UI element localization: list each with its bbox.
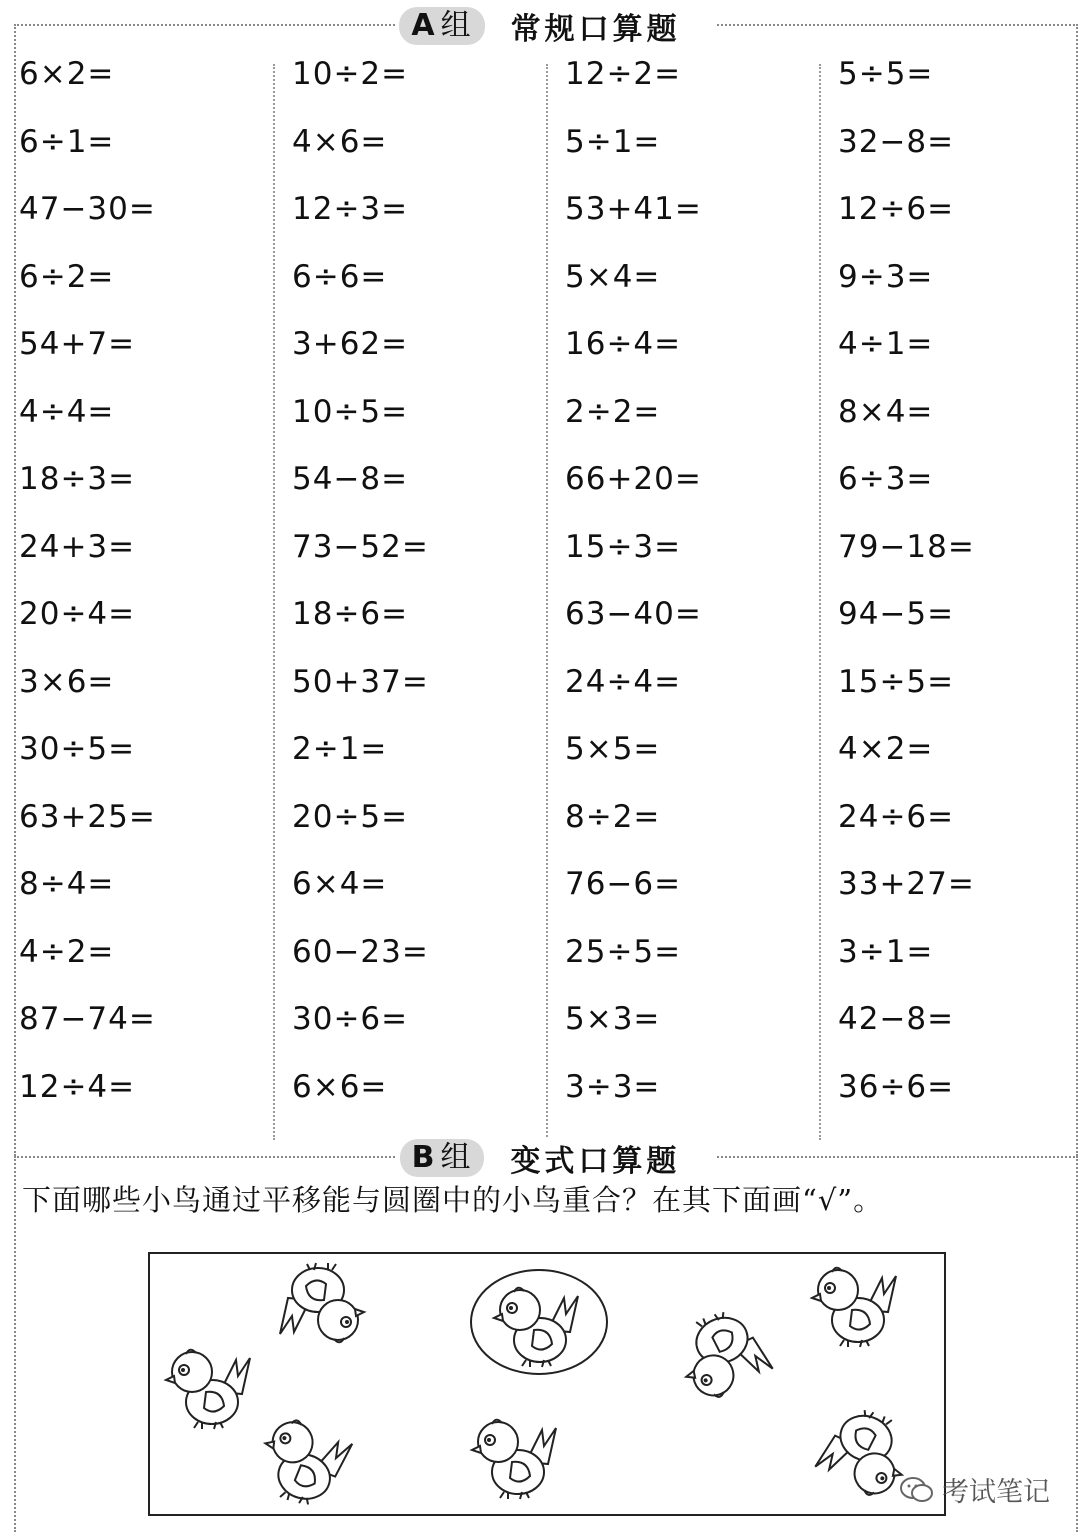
arithmetic-problem: 6÷2= (19, 258, 115, 295)
arithmetic-problem: 9÷3= (838, 258, 934, 295)
arithmetic-problem: 20÷5= (292, 798, 409, 835)
arithmetic-problem: 5÷1= (565, 123, 661, 160)
arithmetic-problem: 30÷5= (19, 731, 136, 767)
arithmetic-problem: 4×2= (838, 731, 934, 767)
group-a-word: 组 (440, 8, 471, 43)
arithmetic-problem: 12÷3= (292, 191, 409, 227)
arithmetic-problem: 10÷5= (292, 393, 409, 430)
arithmetic-problem: 3÷3= (565, 1068, 661, 1105)
group-b-word: 组 (440, 1140, 471, 1175)
arithmetic-problem: 3×6= (19, 663, 115, 700)
section-a-title: 常规口算题 (510, 12, 681, 47)
translation-question: 下面哪些小鸟通过平移能与圆圈中的小鸟重合？在其下面画“√”。 (22, 1183, 884, 1217)
arithmetic-problem: 63+25= (19, 798, 156, 835)
arithmetic-problem: 4÷4= (19, 393, 115, 430)
arithmetic-problem: 63−40= (565, 596, 702, 632)
arithmetic-problem: 24÷6= (838, 798, 955, 835)
arithmetic-problem: 12÷4= (19, 1068, 136, 1105)
group-b-letter: B (411, 1140, 435, 1175)
arithmetic-problem: 73−52= (292, 528, 429, 565)
arithmetic-problem: 3+62= (292, 326, 409, 362)
section-b-title: 变式口算题 (510, 1144, 681, 1179)
arithmetic-problem: 30÷6= (292, 1001, 409, 1037)
arithmetic-problem: 42−8= (838, 1001, 955, 1037)
wechat-icon (900, 1476, 934, 1504)
arithmetic-problem: 6×6= (292, 1068, 388, 1105)
arithmetic-problem: 5÷5= (838, 56, 934, 92)
candidate-bird (669, 1302, 775, 1405)
arithmetic-problem: 2÷2= (565, 393, 661, 430)
arithmetic-problem: 20÷4= (19, 596, 136, 632)
arithmetic-problem: 18÷3= (19, 461, 136, 497)
arithmetic-problem: 50+37= (292, 663, 429, 700)
watermark (900, 1470, 1050, 1509)
arithmetic-problem: 24÷4= (565, 663, 682, 700)
arithmetic-problem: 12÷6= (838, 191, 955, 227)
candidate-bird (812, 1268, 896, 1347)
column-divider (546, 64, 548, 1140)
column-divider (273, 64, 275, 1140)
arithmetic-problem: 25÷5= (565, 933, 682, 970)
arithmetic-problem: 6÷3= (838, 461, 934, 497)
candidate-bird (253, 1414, 355, 1512)
arithmetic-problem: 4÷1= (838, 326, 934, 362)
arithmetic-problem: 36÷6= (838, 1068, 955, 1105)
group-b-badge (400, 1139, 485, 1177)
candidate-bird (280, 1263, 364, 1342)
arithmetic-problem: 60−23= (292, 933, 429, 970)
arithmetic-problem: 79−18= (838, 528, 975, 565)
candidate-bird (472, 1420, 556, 1499)
arithmetic-problem: 16÷4= (565, 326, 682, 362)
arithmetic-problem: 8÷2= (565, 798, 661, 835)
arithmetic-problem: 87−74= (19, 1001, 156, 1037)
arithmetic-problem: 5×4= (565, 258, 661, 295)
bird-picture-box (148, 1252, 946, 1516)
arithmetic-problem: 53+41= (565, 191, 702, 227)
arithmetic-problem: 6÷1= (19, 123, 115, 160)
arithmetic-problem: 6÷6= (292, 258, 388, 295)
arithmetic-problem: 3÷1= (838, 933, 934, 970)
section-b-header (0, 1138, 1080, 1178)
arithmetic-problem: 4÷2= (19, 933, 115, 970)
arithmetic-problem: 54+7= (19, 326, 136, 362)
arithmetic-problem: 5×5= (565, 731, 661, 767)
arithmetic-problem: 32−8= (838, 123, 955, 160)
watermark-text: 考试笔记 (942, 1477, 1050, 1508)
arithmetic-problem: 15÷3= (565, 528, 682, 565)
arithmetic-problem: 24+3= (19, 528, 136, 565)
arithmetic-problem: 5×3= (565, 1001, 661, 1037)
arithmetic-problem: 6×4= (292, 866, 388, 902)
arithmetic-problem: 66+20= (565, 461, 702, 497)
candidate-bird (166, 1350, 250, 1429)
arithmetic-problem: 76−6= (565, 866, 682, 902)
arithmetic-problem: 18÷6= (292, 596, 409, 632)
arithmetic-grid (14, 40, 1078, 1140)
arithmetic-problem: 4×6= (292, 123, 388, 160)
group-a-letter: A (411, 8, 435, 43)
arithmetic-problem: 33+27= (838, 866, 975, 902)
arithmetic-problem: 94−5= (838, 596, 955, 632)
bird-illustration (150, 1254, 944, 1514)
arithmetic-problem: 47−30= (19, 191, 156, 227)
arithmetic-problem: 12÷2= (565, 56, 682, 92)
column-divider (819, 64, 821, 1140)
arithmetic-problem: 6×2= (19, 56, 115, 92)
arithmetic-problem: 54−8= (292, 461, 409, 497)
arithmetic-problem: 8×4= (838, 393, 934, 430)
arithmetic-problem: 10÷2= (292, 56, 409, 92)
arithmetic-problem: 2÷1= (292, 731, 388, 767)
arithmetic-problem: 15÷5= (838, 663, 955, 700)
arithmetic-problem: 8÷4= (19, 866, 115, 902)
